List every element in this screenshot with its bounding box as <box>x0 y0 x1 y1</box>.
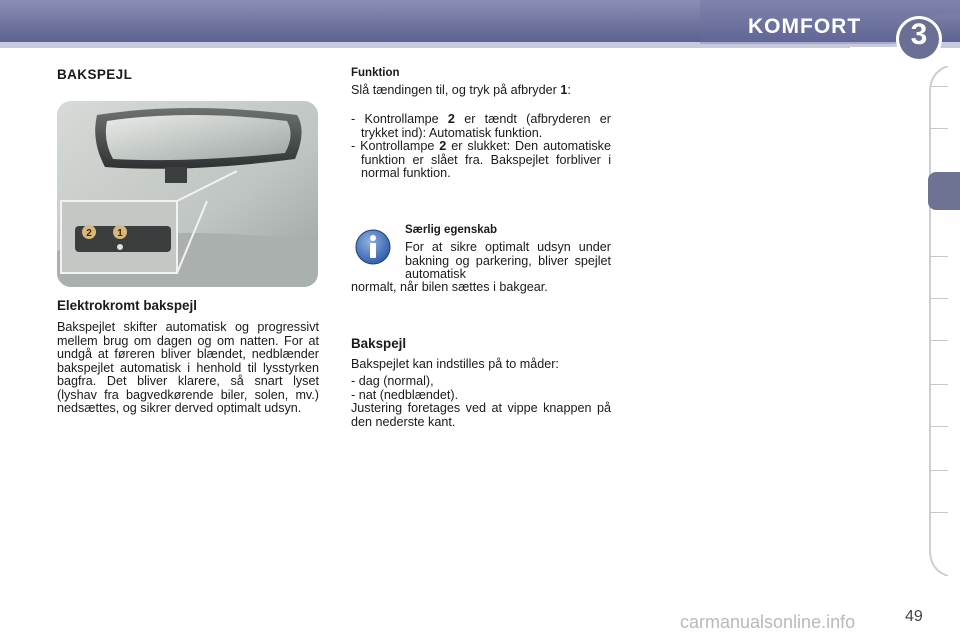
tab-divider <box>930 86 948 87</box>
bakspejl-intro: Bakspejlet kan indstilles på to måder: <box>351 357 559 371</box>
active-chapter-tab[interactable] <box>928 172 960 210</box>
function-title: Funktion <box>351 67 400 79</box>
tab-divider <box>930 384 948 385</box>
info-text-cont: normalt, når bilen sættes i bakgear. <box>351 280 548 294</box>
info-title: Særlig egenskab <box>405 224 498 236</box>
tab-divider <box>930 256 948 257</box>
function-intro-text: Slå tændingen til, og tryk på afbryder <box>351 83 561 97</box>
section-title: BAKSPEJL <box>57 67 133 82</box>
tab-divider <box>930 512 948 513</box>
page-number: 49 <box>905 608 923 625</box>
function-intro <box>351 84 611 98</box>
function-bullet-1 <box>351 113 611 140</box>
tab-divider <box>930 470 948 471</box>
electrochromic-paragraph: Bakspejlet skifter automatisk og progressivt mellem brug om dagen og om natten. For at undgå at føreren bliver blændet, nedblænder bakspejlet automatisk i henhold til lysstyrken bagfra. Det bliver klarere, så snart lyset (lyshav fra bagvedkørende biler, solen, mv.) nedsættes, og sikrer derved optimalt udsyn. <box>57 320 319 415</box>
mirror-photo <box>57 101 318 287</box>
bullet1-lead: - Kontrollampe <box>351 112 448 126</box>
bullet2-rest: er slukket: Den automatiske funktion er slået fra. Bakspejlet forbliver i normal funktion. <box>361 139 611 180</box>
tab-divider <box>930 426 948 427</box>
side-tab-strip <box>928 66 960 576</box>
bakspejl-item-2: - nat (nedblændet). <box>351 388 459 402</box>
info-text: For at sikre optimalt udsyn under bakning og parkering, bliver spejlet automatisk <box>405 240 611 281</box>
bullet2-lead: - Kontrollampe <box>351 139 440 153</box>
watermark: carmanualsonline.info <box>680 612 856 632</box>
function-bullet-2 <box>351 140 611 181</box>
photo-label-1: 1 <box>117 228 123 239</box>
chapter-title: KOMFORT <box>748 15 862 38</box>
chapter-number: 3 <box>910 18 928 51</box>
tab-divider <box>930 340 948 341</box>
bakspejl-outro: Justering foretages ved at vippe knappen på den nederste kant. <box>351 401 611 429</box>
lamp-number: 2 <box>439 139 447 153</box>
bakspejl-title: Bakspejl <box>351 336 407 351</box>
switch-number: 1 <box>560 83 568 97</box>
subtitle-electrochromic: Elektrokromt bakspejl <box>57 298 197 313</box>
lamp-number: 2 <box>447 112 455 126</box>
bullet1-rest: er tændt (afbryderen er trykket ind): Automatisk funktion. <box>361 112 611 140</box>
info-icon <box>355 228 391 266</box>
tab-divider <box>930 298 948 299</box>
tab-divider <box>930 128 948 129</box>
bakspejl-item-1: - dag (normal), <box>351 374 434 388</box>
photo-label-2: 2 <box>86 228 92 239</box>
function-intro-colon: : <box>567 83 571 97</box>
